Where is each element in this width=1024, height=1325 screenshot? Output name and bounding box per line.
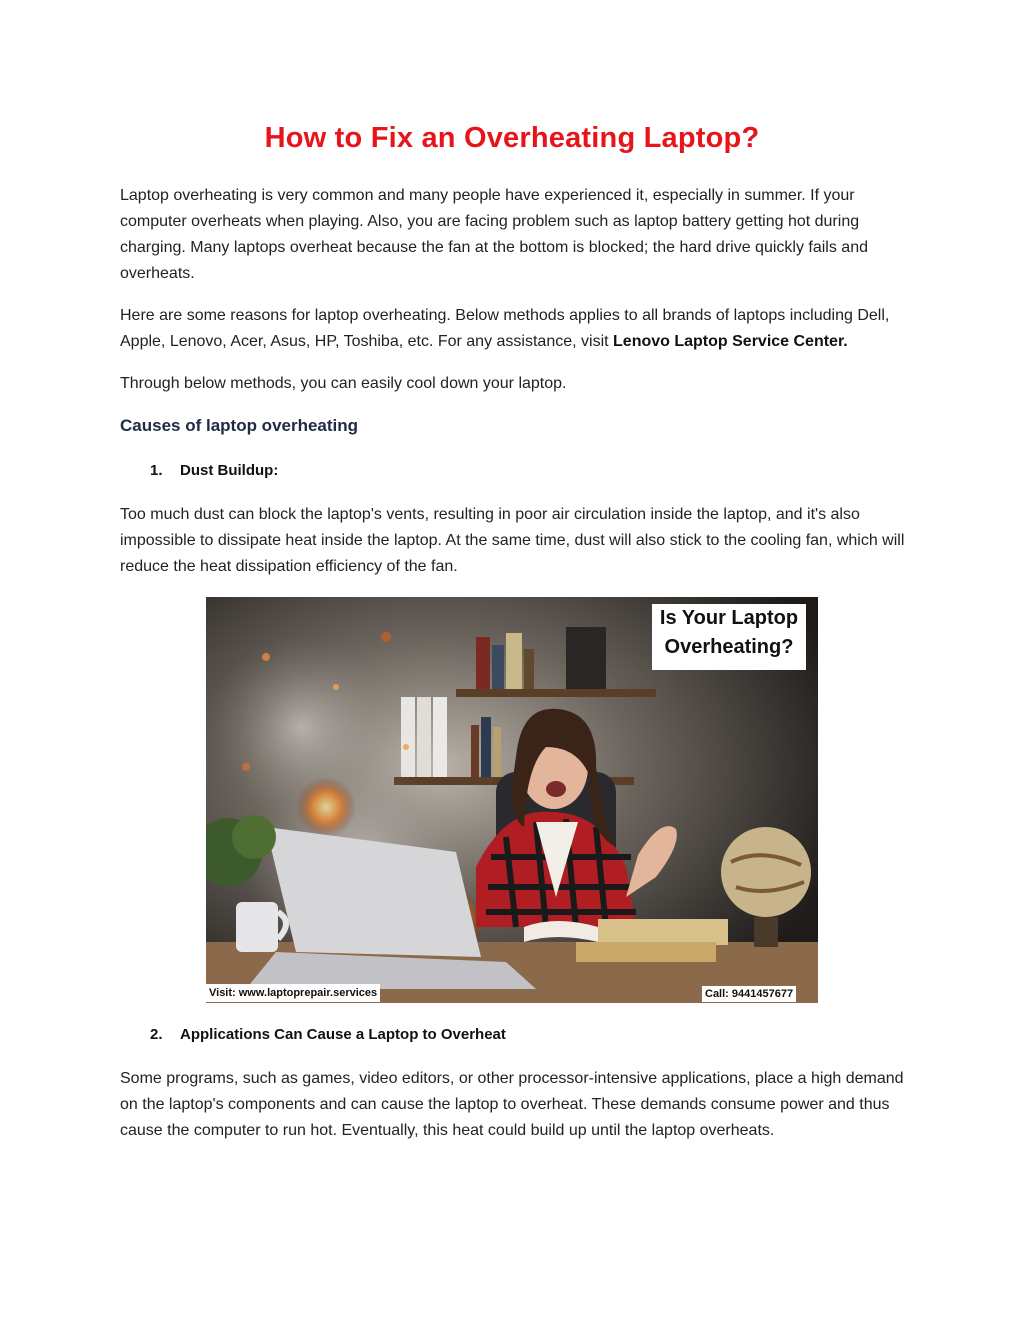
photo-overlay-title	[652, 604, 806, 670]
list-item-1-heading	[150, 462, 278, 479]
list-item-2-body: Some programs, such as games, video editors, or other processor-intensive applications, place a high demand on the laptop's components and can cause the laptop to overheat. These demands consume power and thus cause the computer to run hot. Eventually, this heat could build up until the laptop overheats.	[120, 1070, 904, 1139]
list-number: 1.	[150, 462, 163, 479]
list-item-title: Dust Buildup:	[180, 462, 279, 479]
list-number: 2.	[150, 1026, 163, 1043]
list-item-1-body: Too much dust can block the laptop's vents, resulting in poor air circulation inside the laptop, and it's also impossible to dissipate heat inside the laptop. At the same time, dust will also stick to the cooling fan, which will reduce the heat dissipation efficiency of the fan.	[120, 506, 905, 575]
section-heading: Causes of laptop overheating	[120, 416, 359, 435]
service-center-link[interactable]: Lenovo Laptop Service Center.	[613, 333, 848, 350]
intro-paragraph: Laptop overheating is very common and many people have experienced it, especially in summer. If your computer overheats when playing. Also, you are facing problem such as laptop battery getting hot during charging. Many laptops overheat because the fan at the bottom is blocked; the hard drive quickly fails and overheats.	[120, 187, 868, 282]
reasons-paragraph	[120, 303, 910, 355]
reasons-paragraph-text: Here are some reasons for laptop overheating. Below methods applies to all brands of laptops including Dell, Apple, Lenovo, Acer, Asus, HP, Toshiba, etc. For any assistance, visit	[120, 307, 890, 350]
overlay-title-line-1: Is Your Laptop	[659, 607, 799, 629]
photo-website-caption: Visit: www.laptoprepair.services	[206, 984, 380, 1002]
page-title: How to Fix an Overheating Laptop?	[264, 122, 760, 154]
cooldown-paragraph: Through below methods, you can easily cool down your laptop.	[120, 375, 567, 392]
photo-phone-caption: Call: 9441457677	[702, 986, 796, 1002]
list-item-2-heading	[150, 1026, 506, 1043]
overlay-title-line-2: Overheating?	[664, 636, 794, 658]
list-item-title: Applications Can Cause a Laptop to Overheat	[180, 1026, 506, 1043]
